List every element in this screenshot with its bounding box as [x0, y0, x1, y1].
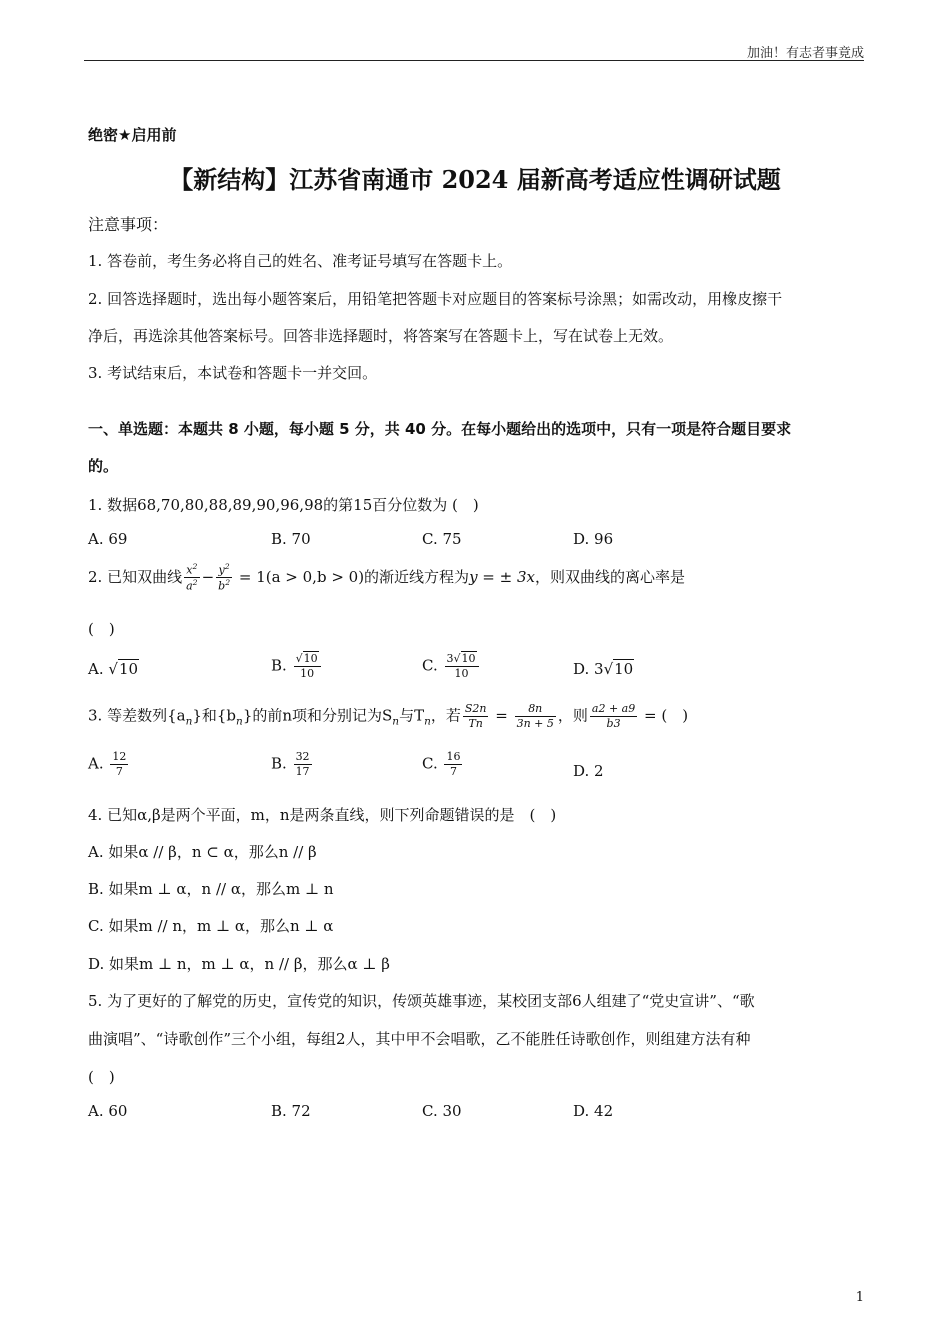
q2-b-den: 10	[300, 666, 315, 680]
q4-option-d: D. 如果m ⊥ n，m ⊥ α，n // β，那么α ⊥ β	[88, 955, 390, 973]
q3-a-frac	[110, 750, 128, 779]
q2-c-den: 10	[454, 666, 469, 680]
note-item-2: 2. 回答选择题时，选出每小题答案后，用铅笔把答题卡对应题目的答案标号涂黑；如需改动，用橡皮擦干	[88, 290, 783, 308]
question-3-stem: 3. 等差数列$\{a_n\}$和$\{b_n\}$的前n项和分别记为$S_n$与$T_n$，若 $\frac{S2n}{Tn}$ = $\frac{8n}{3n + 5}$ ，则 $\frac{a2 + a9}{b3}$ = ( )	[88, 702, 689, 730]
q3-option-c: C. $\frac{16}{7}$	[422, 750, 461, 778]
q3-prefix: 3. 等差数列{a	[88, 706, 186, 725]
question-1-stem: 1. 数据68,70,80,88,89,90,96,98的第15百分位数为 ( )	[88, 496, 479, 514]
section-heading-line2: 的。	[88, 457, 119, 475]
q3-frac1-den: Tn	[468, 716, 483, 730]
question-5-line3: ( )	[88, 1068, 115, 1086]
question-2-stem: 2. 已知双曲线 $\frac{x^2}{a^2}$ − $\frac{y^2}{b^2}$ = 1(a > 0,b > 0)的渐近线方程为y = ± 3x，则双曲线的离心率是	[88, 562, 685, 594]
q2-paren: ( )	[88, 620, 115, 638]
page-header	[84, 40, 864, 61]
q5-option-d: D. 42	[573, 1102, 614, 1120]
q2-b-radicand: 10	[303, 652, 318, 665]
q5-option-c: C. 30	[422, 1102, 462, 1120]
header-motto: 加油！有志者事竟成	[746, 46, 864, 61]
q2-frac-y: $\frac{y^2}{b^2}$	[218, 562, 231, 594]
q2-c-coef: 3	[446, 652, 454, 665]
q2-a-radicand: 10	[118, 660, 139, 678]
page-number: 1	[855, 1290, 864, 1305]
q5-option-a: A. 60	[88, 1102, 128, 1120]
q2-suffix: ，则双曲线的离心率是	[534, 567, 685, 586]
q3-tail: = ( )	[639, 706, 689, 725]
q3-option-b: B. $\frac{32}{17}$	[271, 750, 310, 778]
q1-option-a: A. 69	[88, 530, 128, 548]
note-item-2-cont: 净后，再选涂其他答案标号。回答非选择题时，将答案写在答题卡上，写在试卷上无效。	[88, 327, 674, 345]
q5-option-b: B. 72	[271, 1102, 311, 1120]
q3-then: ，则	[557, 706, 588, 725]
note-item-1: 1. 答卷前，考生务必将自己的姓名、准考证号填写在答题卡上。	[88, 252, 513, 270]
q2-b-label: B.	[271, 656, 287, 675]
q3-frac-ratio	[463, 702, 489, 731]
q3-b-num: 32	[295, 750, 310, 763]
q3-frac3-num: a2 + a9	[591, 702, 636, 715]
q2-option-b	[271, 652, 323, 681]
q2-c-frac: $\frac{3√10}{10}$	[445, 652, 479, 681]
q3-option-d: D. 2	[573, 762, 604, 780]
note-item-3: 3. 考试结束后，本试卷和答题卡一并交回。	[88, 364, 378, 382]
q3-c-num: 16	[446, 750, 461, 763]
q2-c-radicand: 10	[461, 652, 476, 665]
q1-option-b: B. 70	[271, 530, 311, 548]
section-heading-line1: 一、单选题：本题共 8 小题，每小题 5 分，共 40 分。在每小题给出的选项中，只有一项是符合题目要求	[88, 420, 792, 438]
notes-heading: 注意事项：	[88, 215, 169, 234]
q3-option-a: A. $\frac{12}{7}$	[88, 750, 127, 778]
q3-b-den: 17	[295, 764, 310, 778]
q2-option-d: D. 3√10	[573, 660, 634, 678]
q3-mid3: 与T	[399, 706, 425, 725]
q2-prefix: 2. 已知双曲线	[88, 567, 183, 586]
exam-title: 【新结构】江苏省南通市 2024 届新高考适应性调研试题	[169, 165, 781, 194]
q3-a-den: 7	[115, 764, 123, 778]
q3-c-den: 7	[449, 764, 457, 778]
q2-a-label: A.	[88, 660, 104, 678]
q3-mid2: }的前n项和分别记为S	[242, 706, 393, 725]
q2-d-radicand: 10	[614, 660, 634, 678]
q2-option-a: A. √10	[88, 660, 139, 678]
question-5-line2: 曲演唱”、“诗歌创作”三个小组，每组2人，其中甲不会唱歌，乙不能胜任诗歌创作，则组建方法有种	[88, 1030, 751, 1048]
q3-a-num: 12	[112, 750, 127, 763]
q3-c-frac	[444, 750, 462, 779]
q1-option-c: C. 75	[422, 530, 462, 548]
q3-mid4: ，若	[430, 706, 461, 725]
q4-option-b: B. 如果m ⊥ α，n // α，那么m ⊥ n	[88, 880, 334, 898]
question-4-stem: 4. 已知α,β是两个平面，m，n是两条直线，则下列命题错误的是 ( )	[88, 806, 557, 824]
q3-frac-target	[590, 702, 637, 731]
q2-asymptote: y = ± 3x	[469, 567, 535, 586]
q3-b-frac	[294, 750, 312, 779]
q2-eq-mid: = 1(a > 0,b > 0)的渐近线方程为	[234, 567, 470, 586]
q3-frac2-den: 3n + 5	[516, 716, 554, 730]
q2-c-label: C.	[422, 656, 438, 675]
q3-frac3-den: b3	[606, 716, 621, 730]
secret-label: 绝密★启用前	[88, 126, 177, 144]
question-5-line1: 5. 为了更好的了解党的历史，宣传党的知识，传颂英雄事迹，某校团支部6人组建了“党史宣讲”、“歌	[88, 992, 755, 1010]
q2-option-c	[422, 652, 481, 681]
q3-frac2-num: 8n	[515, 702, 556, 717]
q2-b-frac: $\frac{√10}{10}$	[294, 652, 321, 681]
q4-option-c: C. 如果m // n，m ⊥ α，那么n ⊥ α	[88, 917, 334, 935]
q2-d-label: D. 3	[573, 660, 604, 678]
q2-frac-x: $\frac{x^2}{a^2}$	[186, 562, 198, 594]
q3-frac1-num: S2n	[464, 702, 487, 715]
q4-option-a: A. 如果α // β，n ⊂ α，那么n // β	[88, 843, 317, 861]
q1-option-d: D. 96	[573, 530, 614, 548]
q3-frac-value	[515, 702, 556, 731]
q3-mid1: }和{b	[192, 706, 237, 725]
